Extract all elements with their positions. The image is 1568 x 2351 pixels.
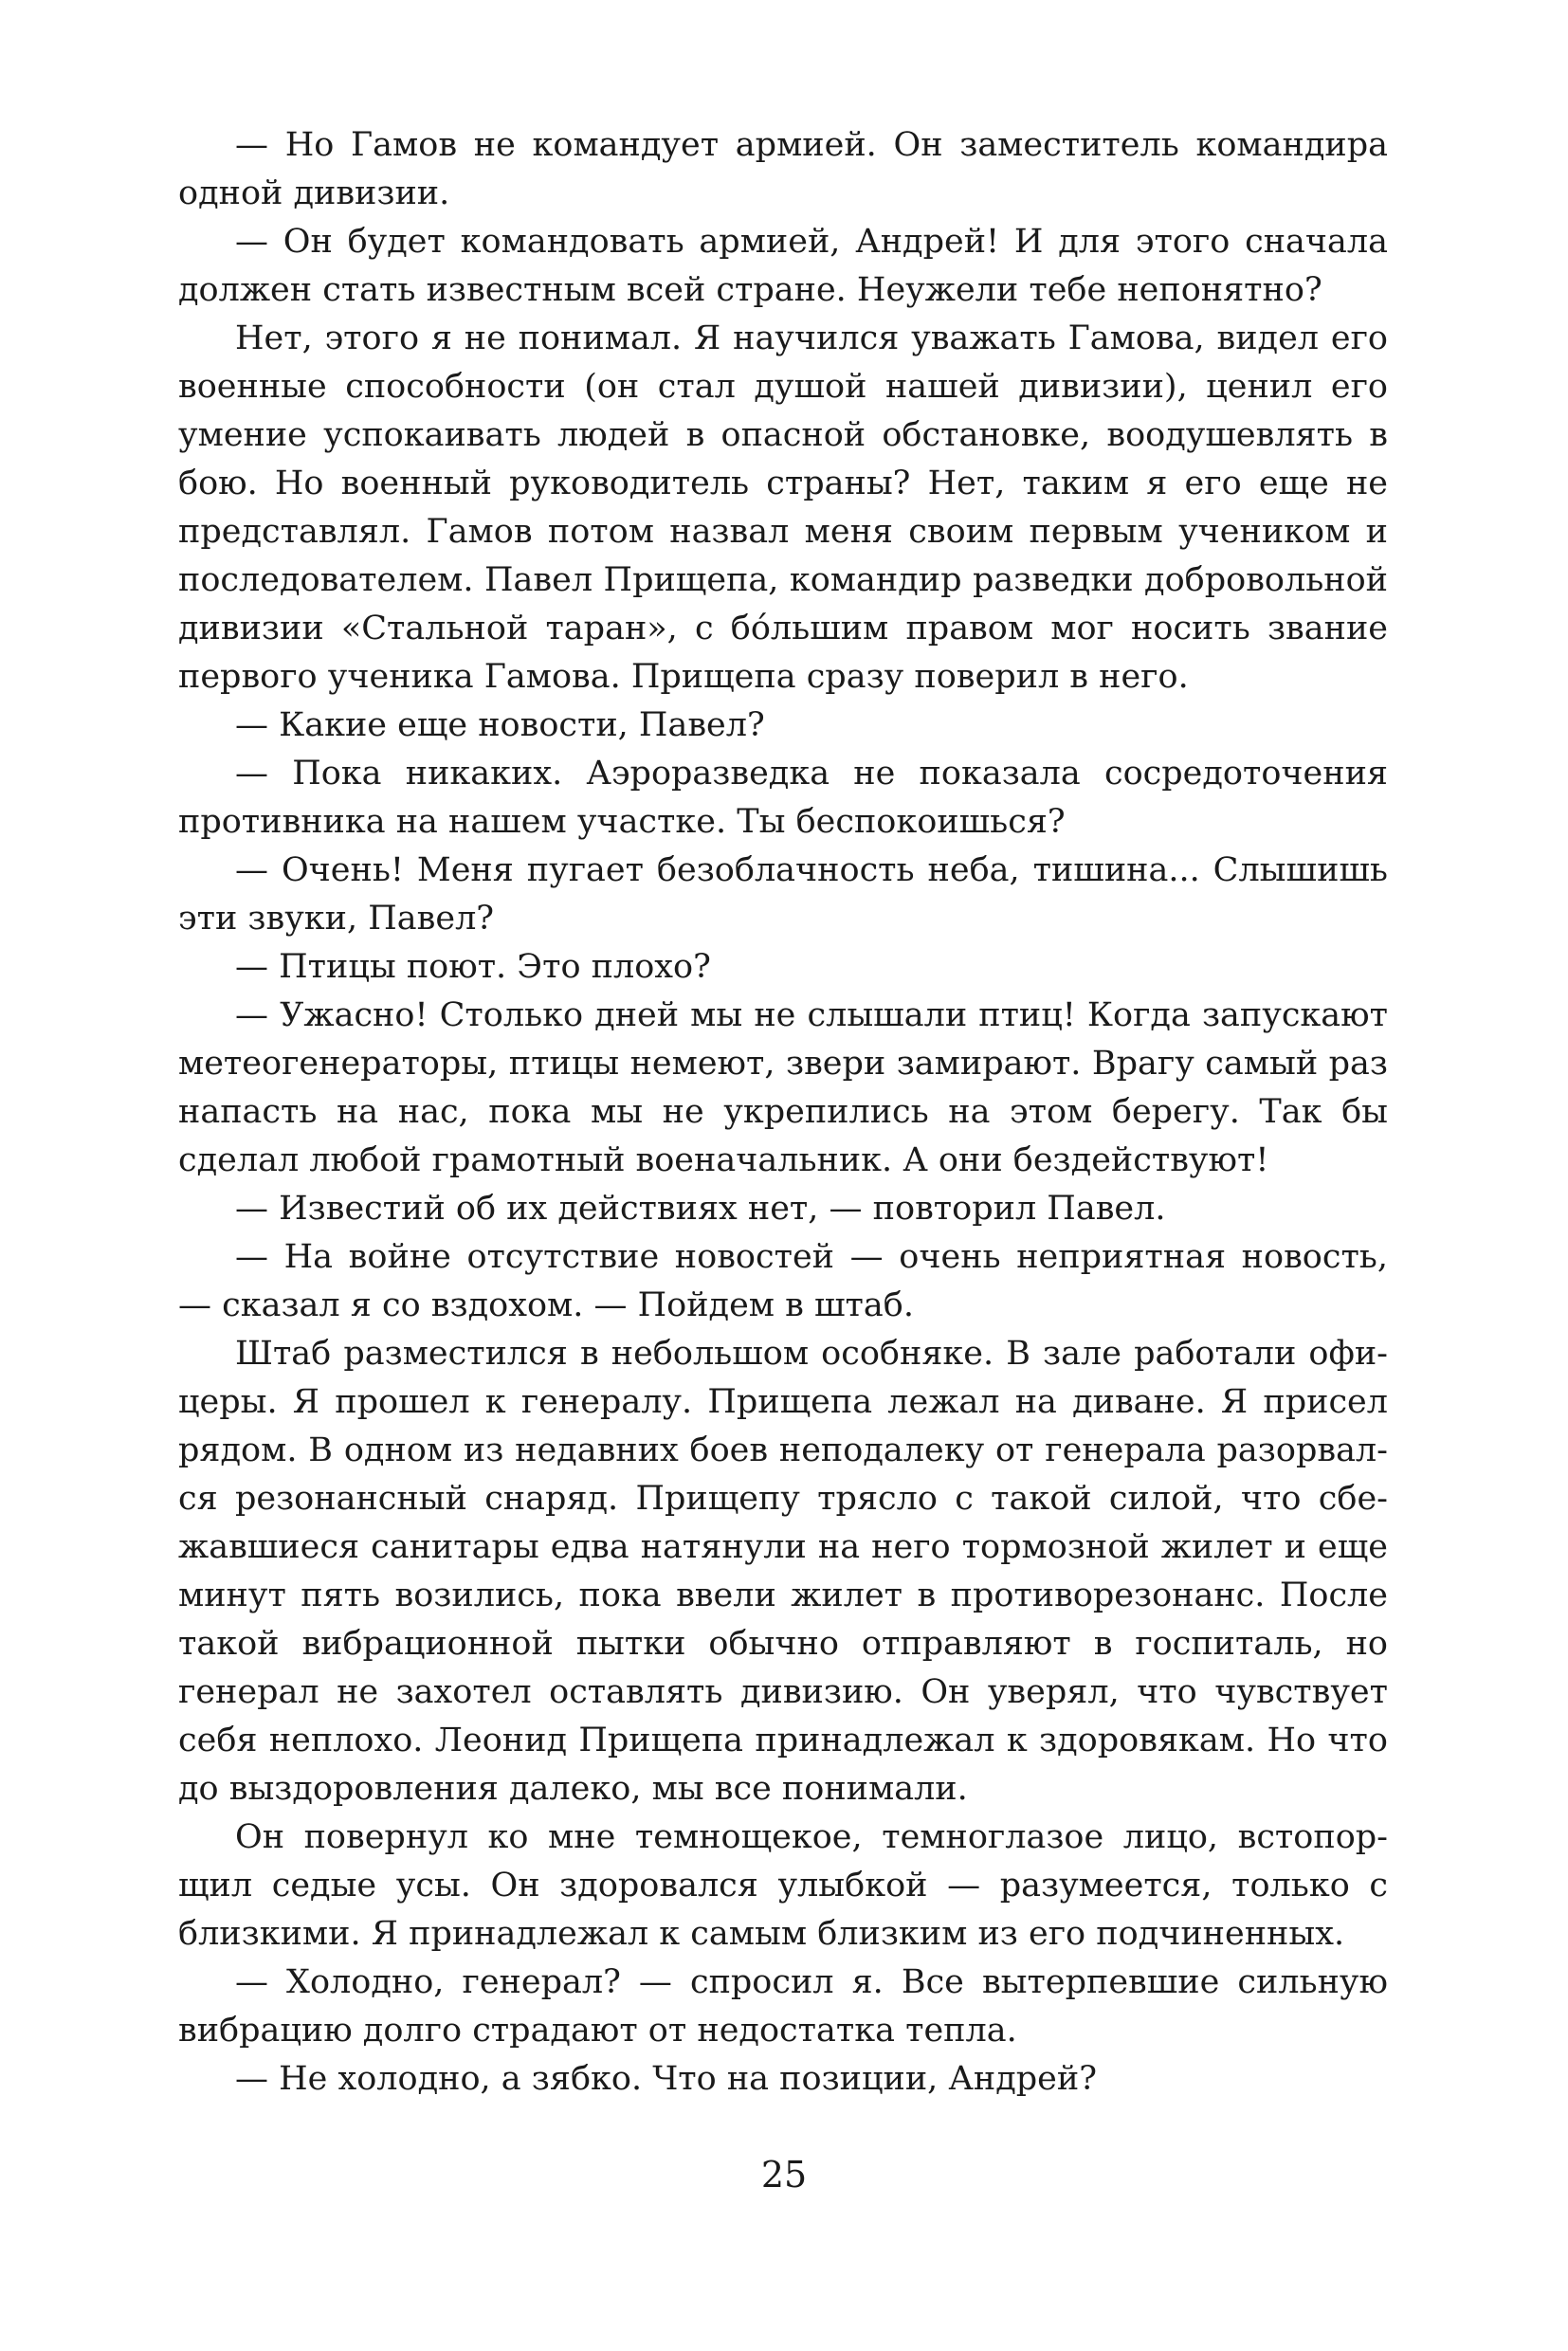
paragraph: Штаб разместился в небольшом особняке. В зале работали офицеры. Я прошел к генералу. Прищепа лежал на диване. Я присел рядом. В одном из недавних боев неподалеку от генерала разорвался резонансный снаряд. Прищепу трясло с такой силой, что сбежавшиеся санитары едва натянули на него тормозной жилет и еще минут пять возились, пока ввели жилет в противорезонанс. После такой вибрационной пытки обычно отправляют в госпиталь, но генерал не захотел оставлять дивизию. Он уверял, что чувствует себя неплохо. Леонид Прищепа принадлежал к здоровякам. Но что до выздоровления далеко, мы все понимали. [178,1335,1388,1808]
paragraph: — На войне отсутствие новостей — очень неприятная новость, — сказал я со вздохом. — Пойдем в штаб. [178,1238,1388,1324]
paragraph: — Ужасно! Столько дней мы не слышали птиц! Когда запускают метеогенераторы, птицы немеют, звери замирают. Врагу самый раз напасть на нас, пока мы не укрепились на этом берегу. Так бы сделал любой грамотный военачальник. А они бездействуют! [178,996,1388,1179]
paragraph: — Не холодно, а зябко. Что на позиции, Андрей? [235,2060,1097,2098]
paragraph: Нет, этого я не понимал. Я научился уважать Гамова, видел его военные способности (он стал душой нашей дивизии), ценил его умение успокаивать людей в опасной обстановке, воодушевлять в бою. Но военный руководитель страны? Нет, таким я его еще не представлял. Гамов потом назвал меня своим первым учеником и последователем. Павел Прищепа, командир разведки добровольной дивизии «Стальной таран», с бóльшим правом мог носить звание первого ученика Гамова. Прищепа сразу поверил в него. [178,319,1388,696]
paragraph: — Очень! Меня пугает безоблачность неба, тишина... Слышишь эти звуки, Павел? [178,851,1388,938]
paragraph: — Пока никаких. Аэроразведка не показала сосредоточения противника на нашем участке. Ты беспокоишься? [178,755,1388,841]
paragraph: Он повернул ко мне темнощекое, темноглазое лицо, встопорщил седые усы. Он здоровался улыбкой — разумеется, только с близкими. Я принадлежал к самым близким из его подчиненных. [178,1818,1388,1953]
paragraph: — Птицы поют. Это плохо? [235,948,711,986]
page-number: 25 [760,2154,808,2196]
body-text [178,121,1388,2104]
paragraph: — Он будет командовать армией, Андрей! И для этого сначала должен стать известным всей стране. Неужели тебе непонятно? [178,223,1388,309]
paragraph: — Холодно, генерал? — спросил я. Все вытерпевшие сильную вибрацию долго страдают от недостатка тепла. [178,1963,1388,2050]
paragraph: — Известий об их действиях нет, — повторил Павел. [235,1190,1166,1228]
paragraph: — Какие еще новости, Павел? [235,706,765,744]
paragraph: — Но Гамов не командует армией. Он заместитель командира одной дивизии. [178,126,1388,212]
